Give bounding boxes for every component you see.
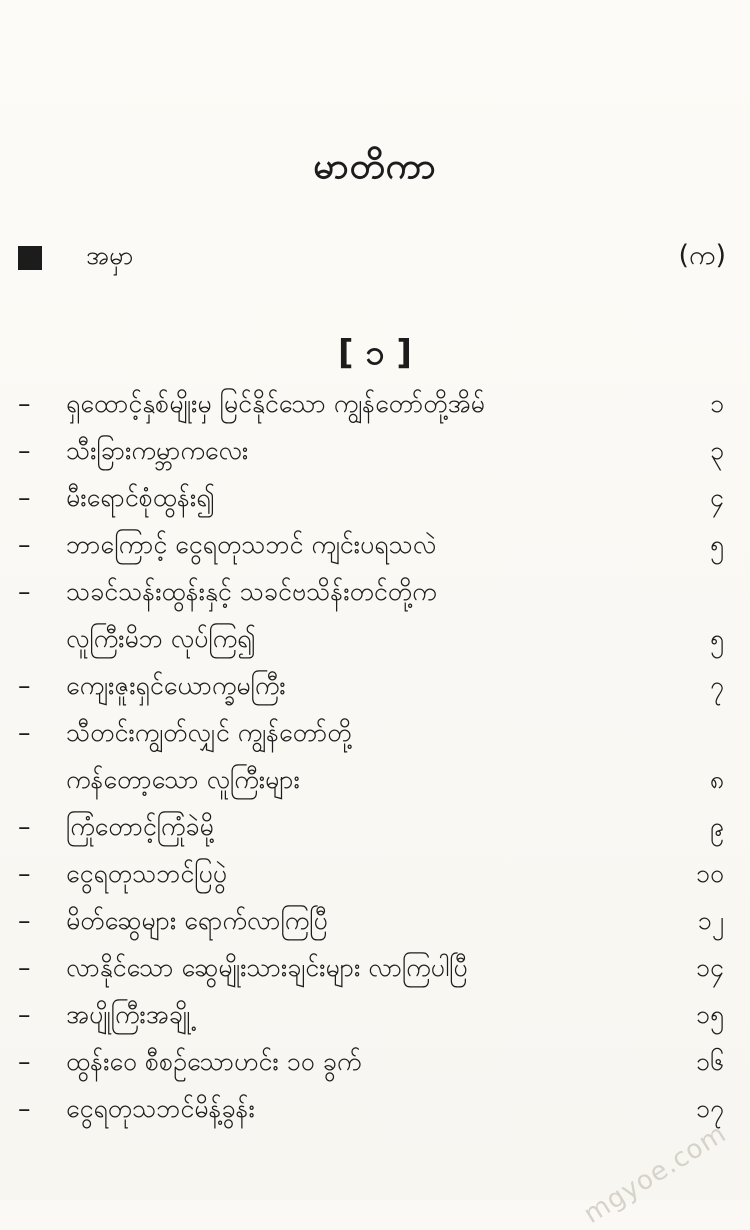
toc-entry bbox=[0, 850, 750, 897]
entry-page-number: ၉ bbox=[709, 812, 724, 841]
page-title: မာတိကာ bbox=[313, 146, 437, 187]
toc-entry bbox=[0, 474, 750, 521]
entry-dash: – bbox=[18, 530, 31, 559]
toc-entry bbox=[0, 1085, 750, 1132]
entry-page-number: ၁၇ bbox=[695, 1094, 724, 1123]
entry-title: မီးရောင်စုံထွန်း၍ bbox=[66, 483, 215, 512]
entry-page-number: ၅ bbox=[709, 624, 724, 653]
entry-page-number: ၁ bbox=[709, 389, 724, 418]
entry-page-number: ၃ bbox=[709, 436, 724, 465]
entry-dash: – bbox=[18, 953, 31, 982]
toc-entry bbox=[0, 1038, 750, 1085]
entry-dash: – bbox=[18, 436, 31, 465]
entry-dash: – bbox=[18, 577, 31, 606]
entry-title: အပျိုကြီးအချို့ bbox=[66, 1000, 191, 1029]
watermark: mgyoe.com bbox=[578, 1118, 732, 1230]
entry-title: သီးခြားကမ္ဘာကလေး bbox=[66, 436, 249, 465]
intro-row bbox=[16, 238, 726, 278]
toc-entry bbox=[0, 662, 750, 709]
entry-title: သခင်သန်းထွန်းနှင့် သခင်ဗသိန်းတင်တို့က လူကြီးမိဘ လုပ်ကြ၍ bbox=[66, 577, 437, 653]
entry-page-number: ၁၅ bbox=[695, 1000, 724, 1029]
entry-dash: – bbox=[18, 859, 31, 888]
toc-entry bbox=[0, 803, 750, 850]
entry-dash: – bbox=[18, 1094, 31, 1123]
toc-entry bbox=[0, 944, 750, 991]
entry-title: ကြုံတောင့်ကြုံခဲမို့ bbox=[66, 812, 214, 841]
toc-entry bbox=[0, 427, 750, 474]
entry-dash: – bbox=[18, 483, 31, 512]
square-bullet-icon bbox=[18, 246, 42, 270]
intro-page-number: (က) bbox=[678, 240, 726, 271]
entry-page-number: ၁၄ bbox=[695, 953, 724, 982]
toc-entry bbox=[0, 568, 750, 662]
toc-entry bbox=[0, 897, 750, 944]
entry-page-number: ၇ bbox=[709, 671, 724, 700]
entry-page-number: ၁၂ bbox=[697, 906, 724, 935]
entry-page-number: ၈ bbox=[709, 765, 724, 794]
toc-entry bbox=[0, 991, 750, 1038]
entry-page-number: ၄ bbox=[709, 483, 724, 512]
entry-dash: – bbox=[18, 812, 31, 841]
entry-title: သီတင်းကျွတ်လျှင် ကျွန်တော်တို့ ကန်တော့သော လူကြီးများ bbox=[66, 718, 352, 794]
toc-entry bbox=[0, 709, 750, 803]
entry-page-number: ၅ bbox=[709, 530, 724, 559]
entry-title: လာနိုင်သော ဆွေမျိုးသားချင်းများ လာကြပါပြီ bbox=[66, 953, 468, 982]
entry-title: ဘာကြောင့် ငွေရတုသဘင် ကျင်းပရသလဲ bbox=[66, 530, 437, 559]
entry-dash: – bbox=[18, 718, 31, 747]
entry-title: မိတ်ဆွေများ ရောက်လာကြပြီ bbox=[66, 906, 328, 935]
intro-label: အမှာ bbox=[86, 241, 134, 270]
entry-title: ထွန်းဝေ စီစဉ်သောဟင်း ၁၀ ခွက် bbox=[66, 1047, 362, 1076]
entry-title: ကျေးဇူးရှင်ယောက္ခမကြီး bbox=[66, 671, 286, 700]
toc-entry bbox=[0, 521, 750, 568]
entry-dash: – bbox=[18, 671, 31, 700]
entry-title: ရှထောင့်နှစ်မျိုးမှ မြင်နိုင်သော ကျွန်တော်တို့အိမ် bbox=[66, 389, 485, 418]
toc-entry bbox=[0, 380, 750, 427]
entry-page-number: ၁၆ bbox=[695, 1047, 724, 1076]
entry-title: ငွေရတုသဘင်မိန့်ခွန်း bbox=[66, 1094, 255, 1123]
entry-dash: – bbox=[18, 906, 31, 935]
entry-dash: – bbox=[18, 1047, 31, 1076]
entry-dash: – bbox=[18, 389, 31, 418]
section-heading: [ ၁ ] bbox=[338, 333, 412, 373]
entry-title: ငွေရတုသဘင်ပြပွဲ bbox=[66, 859, 227, 888]
table-of-contents bbox=[0, 380, 750, 1132]
entry-dash: – bbox=[18, 1000, 31, 1029]
entry-page-number: ၁၀ bbox=[695, 859, 724, 888]
